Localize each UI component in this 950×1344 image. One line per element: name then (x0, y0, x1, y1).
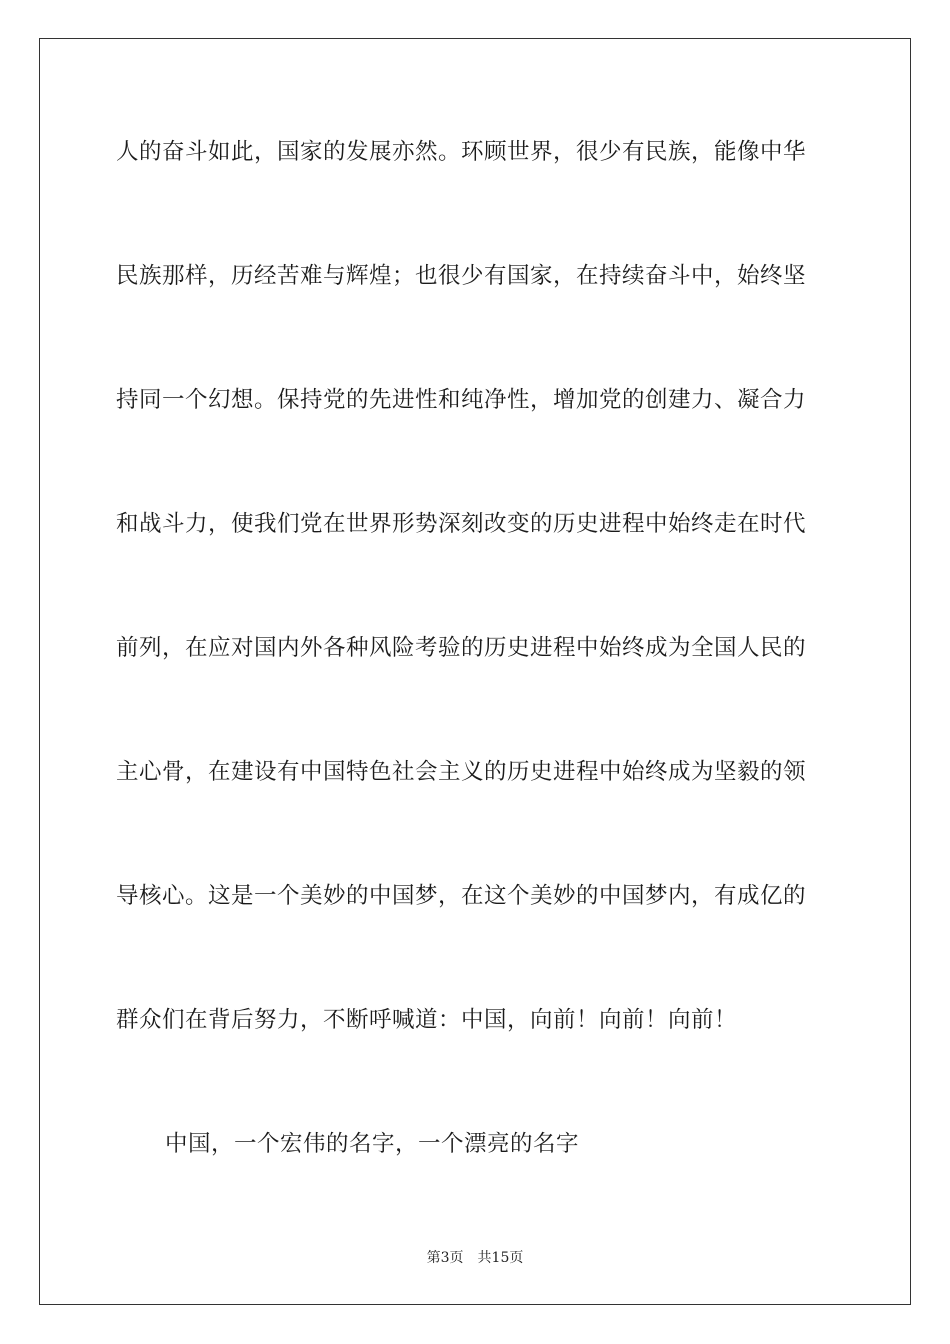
text-line: 导核心。这是一个美妙的中国梦，在这个美妙的中国梦内，有成亿的 (116, 883, 807, 909)
text-line: 前列，在应对国内外各种风险考验的历史进程中始终成为全国人民的 (116, 635, 807, 661)
text-line: 持同一个幻想。保持党的先进性和纯净性，增加党的创建力、凝合力 (116, 387, 807, 413)
page-footer (0, 1247, 950, 1267)
text-line: 群众们在背后努力，不断呼喊道：中国，向前！向前！向前！ (116, 1007, 738, 1033)
text-line: 和战斗力，使我们党在世界形势深刻改变的历史进程中始终走在时代 (116, 511, 807, 537)
text-line: 主心骨，在建设有中国特色社会主义的历史进程中始终成为坚毅的领 (116, 759, 807, 785)
text-line: 民族那样，历经苦难与辉煌；也很少有国家，在持续奋斗中，始终坚 (116, 263, 807, 289)
page-number: 第3页 (426, 1250, 464, 1266)
page-total: 共15页 (477, 1250, 524, 1266)
text-line: 人的奋斗如此，国家的发展亦然。环顾世界，很少有民族，能像中华 (116, 139, 807, 165)
paragraph-2: 中国，一个宏伟的名字，一个漂亮的名字 (165, 1131, 580, 1157)
paragraph-body (116, 130, 836, 1122)
